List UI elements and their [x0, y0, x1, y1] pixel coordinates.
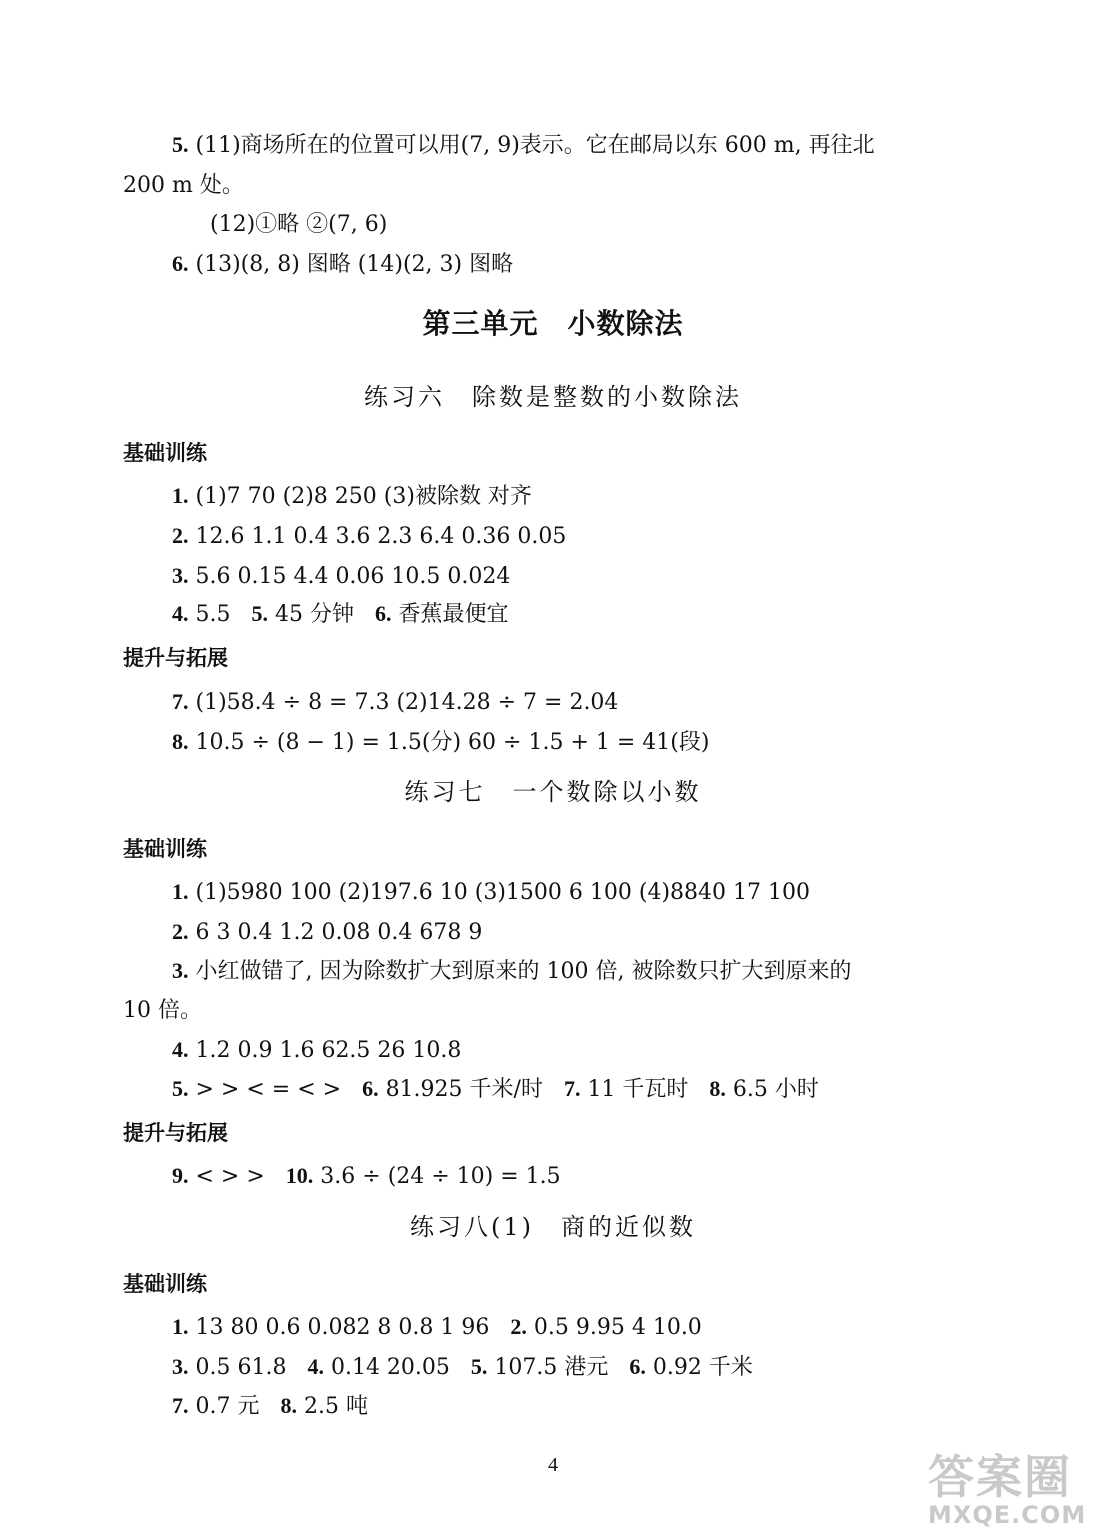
ex6-answer-8 — [172, 727, 709, 758]
ex7-answer-2 — [172, 917, 482, 948]
question-number: 7. — [172, 689, 189, 714]
answer-text: 2.5 吨 — [303, 1394, 368, 1419]
exercise-8-title: 练习八(1) 商的近似数 — [410, 1213, 696, 1241]
question-number: 7. — [172, 1393, 189, 1418]
ex7-answer-3-wrap — [123, 996, 202, 1026]
answer-text: 3.6 ÷ (24 ÷ 10) = 1.5 — [320, 1164, 561, 1189]
answer-text: 6.5 小时 — [732, 1077, 819, 1102]
answer-text: < > > — [195, 1164, 265, 1189]
answer-text: 小红做错了, 因为除数扩大到原来的 100 倍, 被除数只扩大到原来的 — [195, 959, 852, 984]
question-number: 9. — [172, 1163, 189, 1188]
question-number: 6. — [362, 1076, 379, 1101]
ex6-answer-4-6 — [172, 599, 508, 630]
question-number: 3. — [172, 1354, 189, 1379]
question-number: 6. — [629, 1354, 646, 1379]
ex6-answer-2 — [172, 521, 566, 552]
watermark-url: MXQE.COM — [928, 1501, 1087, 1529]
unit-title: 第三单元 小数除法 — [422, 307, 684, 340]
question-number: 5. — [172, 1076, 189, 1101]
answer-text: 5.5 — [195, 602, 231, 627]
question-number: 4. — [172, 601, 189, 626]
answer-text: (1)58.4 ÷ 8 = 7.3 (2)14.28 ÷ 7 = 2.04 — [195, 690, 619, 715]
question-number: 4. — [307, 1354, 324, 1379]
answer-text: 13 80 0.6 0.082 8 0.8 1 96 — [195, 1315, 490, 1340]
ex8-answer-1-2 — [172, 1312, 702, 1343]
answer-text: 200 m 处。 — [123, 173, 244, 198]
ex6-answer-3 — [172, 561, 510, 592]
ex7-answer-4 — [172, 1035, 461, 1066]
question-number: 5. — [172, 132, 189, 157]
exercise-6-title: 练习六 除数是整数的小数除法 — [364, 383, 742, 411]
ex7-answer-3 — [172, 956, 851, 987]
ex6-answer-7 — [172, 687, 618, 718]
question-number: 5. — [470, 1354, 488, 1379]
answer-text: (11)商场所在的位置可以用(7, 9)表示。它在邮局以东 600 m, 再往北 — [195, 133, 875, 158]
ex7-answer-1 — [172, 877, 810, 908]
answer-text: 香蕉最便宜 — [398, 602, 509, 627]
answer-text: 5.6 0.15 4.4 0.06 10.5 0.024 — [195, 564, 511, 589]
ex7-answer-5-8 — [172, 1074, 819, 1105]
question-number: 5. — [251, 601, 268, 626]
basic-training-heading: 基础训练 — [123, 1272, 207, 1296]
answer-text: 6 3 0.4 1.2 0.08 0.4 678 9 — [195, 920, 483, 945]
question-number: 3. — [172, 563, 189, 588]
answer-text: (13)(8, 8) 图略 (14)(2, 3) 图略 — [195, 252, 514, 277]
answer-line-6 — [172, 249, 513, 280]
extension-heading: 提升与拓展 — [123, 1121, 228, 1145]
question-number: 1. — [172, 483, 189, 508]
question-number: 6. — [374, 601, 392, 626]
answer-line-5-wrap — [123, 171, 244, 201]
page-number: 4 — [548, 1454, 558, 1476]
question-number: 6. — [172, 251, 189, 276]
ex8-answer-3-6 — [172, 1352, 753, 1383]
question-number: 8. — [709, 1076, 726, 1101]
ex6-answer-1 — [172, 481, 532, 512]
answer-text: 0.5 9.95 4 10.0 — [533, 1315, 702, 1340]
answer-text: (1)5980 100 (2)197.6 10 (3)1500 6 100 (4)8840 17 100 — [195, 880, 810, 905]
ex8-answer-7-8 — [172, 1391, 368, 1422]
watermark — [928, 1452, 1088, 1530]
question-number: 8. — [280, 1393, 297, 1418]
answer-text: 0.92 千米 — [652, 1355, 753, 1380]
answer-text: (1)7 70 (2)8 250 (3)被除数 对齐 — [195, 484, 532, 509]
question-number: 7. — [563, 1076, 581, 1101]
extension-heading: 提升与拓展 — [123, 646, 228, 670]
basic-training-heading: 基础训练 — [123, 441, 207, 465]
answer-text: (12)①略 ②(7, 6) — [210, 212, 388, 237]
question-number: 2. — [172, 919, 189, 944]
question-number: 1. — [172, 1314, 189, 1339]
answer-text: 12.6 1.1 0.4 3.6 2.3 6.4 0.36 0.05 — [195, 524, 567, 549]
answer-text: 0.5 61.8 — [195, 1355, 287, 1380]
answer-text: 10 倍。 — [123, 998, 202, 1023]
answer-text: 81.925 千米/时 — [385, 1077, 543, 1102]
answer-text: 45 分钟 — [274, 602, 354, 627]
question-number: 2. — [510, 1314, 527, 1339]
question-number: 8. — [172, 729, 189, 754]
question-number: 10. — [285, 1163, 314, 1188]
answer-line-12 — [210, 210, 387, 240]
answer-text: 0.14 20.05 — [330, 1355, 450, 1380]
answer-text: > > < = < > — [195, 1077, 342, 1102]
watermark-logo: 答案圈 — [928, 1450, 1072, 1504]
answer-text: 1.2 0.9 1.6 62.5 26 10.8 — [195, 1038, 462, 1063]
answer-line-5 — [172, 130, 875, 161]
question-number: 3. — [172, 958, 189, 983]
answer-text: 107.5 港元 — [494, 1355, 609, 1380]
basic-training-heading: 基础训练 — [123, 837, 207, 861]
ex7-answer-9-10 — [172, 1161, 561, 1192]
answer-text: 0.7 元 — [195, 1394, 260, 1419]
question-number: 2. — [172, 523, 189, 548]
answer-text: 11 千瓦时 — [587, 1077, 689, 1102]
exercise-7-title: 练习七 一个数除以小数 — [404, 778, 702, 806]
question-number: 4. — [172, 1037, 189, 1062]
question-number: 1. — [172, 879, 189, 904]
answer-text: 10.5 ÷ (8 − 1) = 1.5(分) 60 ÷ 1.5 + 1 = 41(段) — [195, 730, 710, 755]
